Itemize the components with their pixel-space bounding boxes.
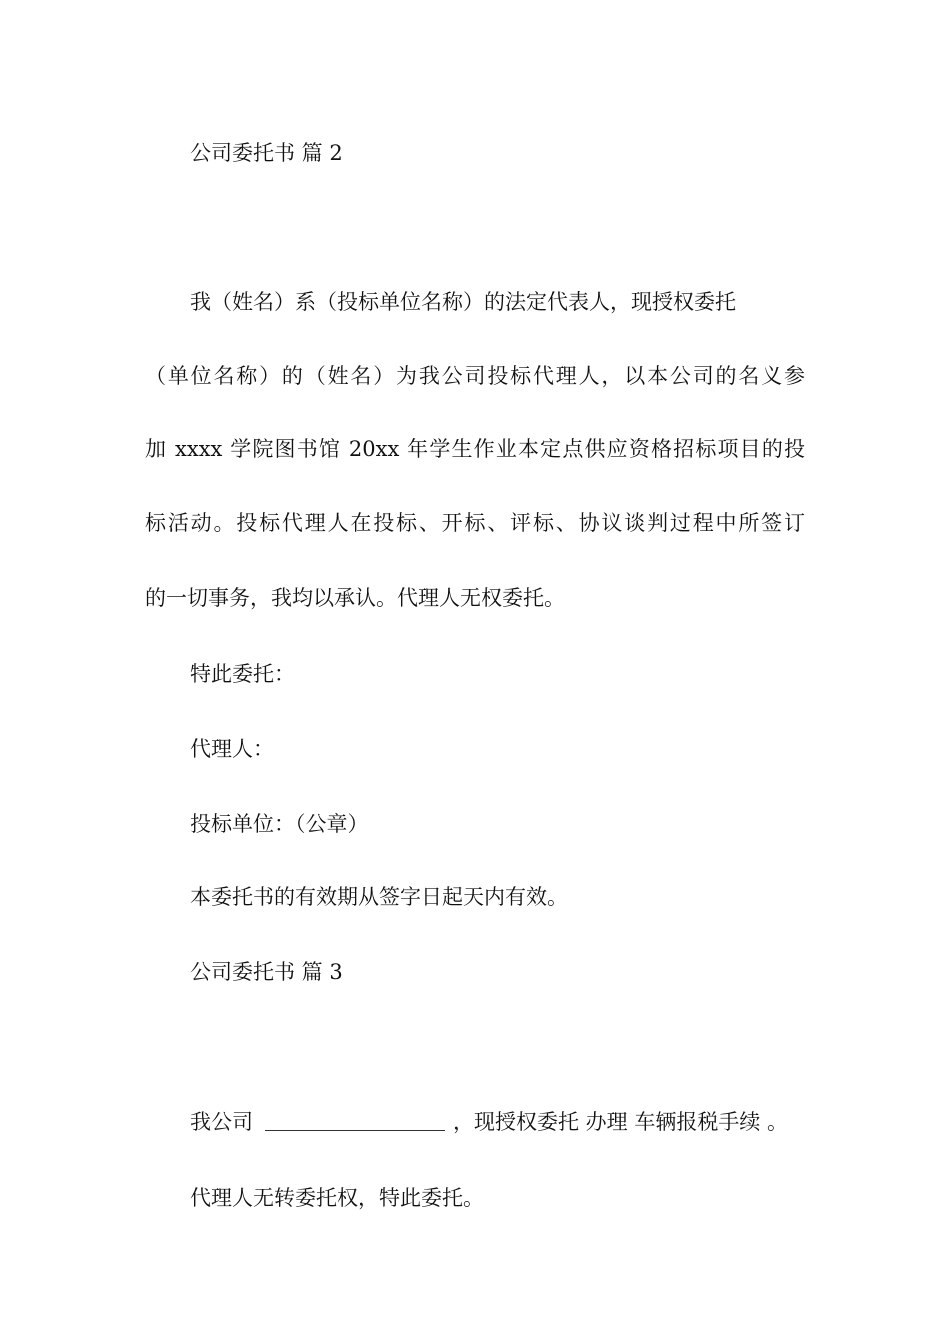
authorization-prefix: 我公司 [190, 1110, 253, 1134]
validity-text: 本委托书的有效期从签字日起天内有效。 [190, 885, 568, 909]
authorization-suffix: ，现授权委托 办理 车辆报税手续 。 [453, 1110, 789, 1134]
paragraph-line-3: 加 xxxx 学院图书馆 20xx 年学生作业本定点供应资格招标项目的投 [145, 437, 805, 461]
no-subdelegation-text: 代理人无转委托权，特此委托。 [190, 1186, 484, 1210]
paragraph-line-5: 的一切事务，我均以承认。代理人无权委托。 [145, 586, 565, 610]
section-2-heading: 公司委托书 篇 2 [190, 141, 343, 165]
bidder-seal-label: 投标单位：（公章） [190, 812, 369, 836]
paragraph-line-2: （单位名称）的（姓名）为我公司投标代理人，以本公司的名义参 [145, 364, 805, 388]
paragraph-line-1: 我（姓名）系（投标单位名称）的法定代表人，现授权委托 [190, 290, 736, 314]
section-3-heading: 公司委托书 篇 3 [190, 960, 343, 984]
paragraph-line-4: 标活动。投标代理人在投标、开标、评标、协议谈判过程中所签订 [145, 511, 805, 535]
company-name-blank [265, 1110, 445, 1131]
closing-text: 特此委托： [190, 662, 295, 686]
agent-label: 代理人： [190, 737, 274, 761]
authorization-line [190, 1107, 788, 1137]
